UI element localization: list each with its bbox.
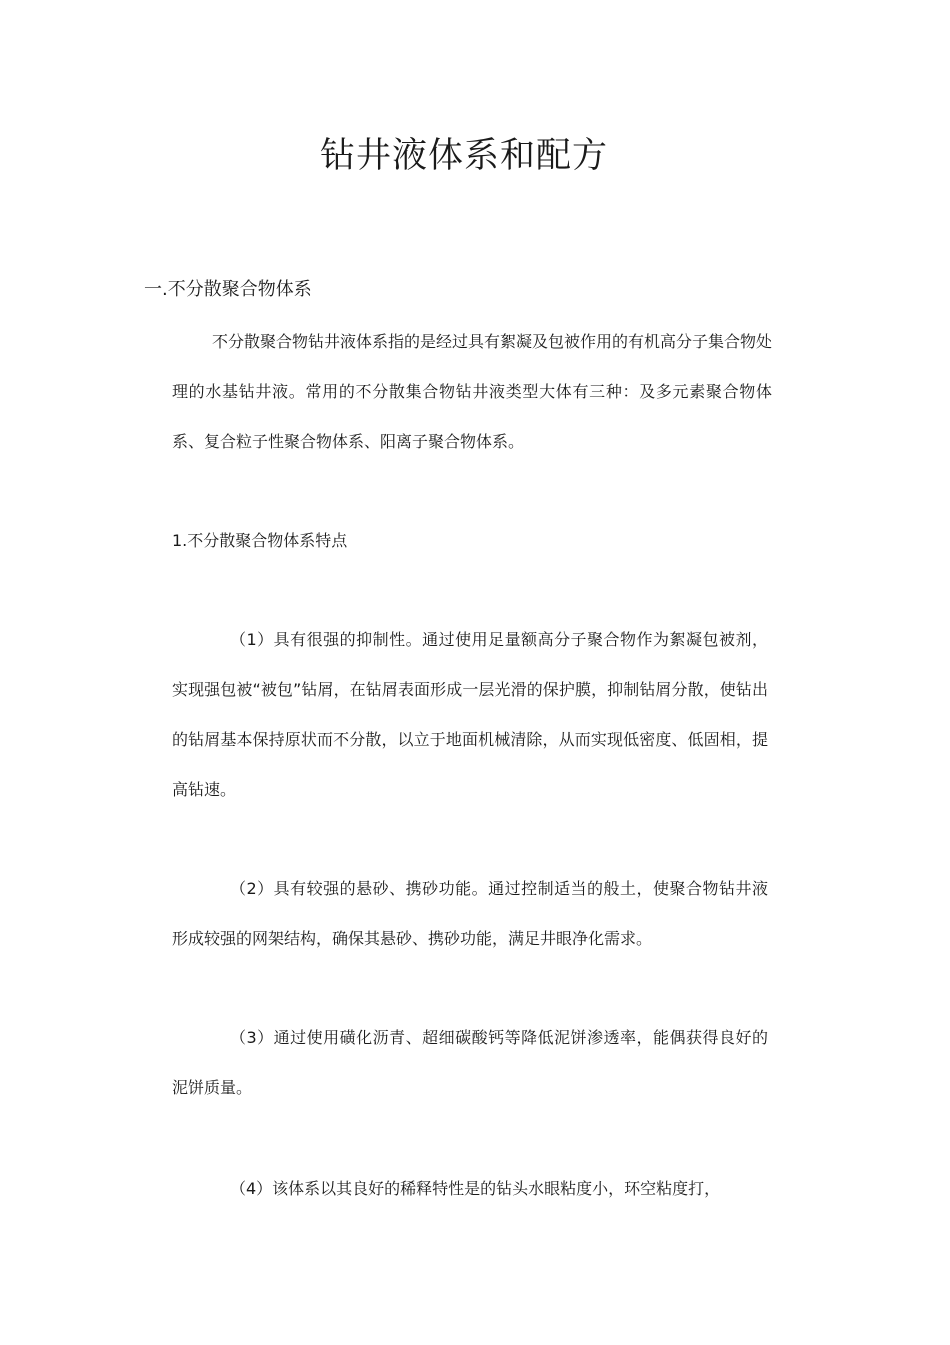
feature-item-4: （4）该体系以其良好的稀释特性是的钻头水眼粘度小，环空粘度打， bbox=[230, 1179, 721, 1198]
feature-item-1: （1）具有很强的抑制性。通过使用足量额高分子聚合物作为絮凝包被剂，实现强包被“被包”钻屑，在钻屑表面形成一层光滑的保护膜，抑制钻屑分散，使钻出的钻屑基本保持原状而不分散，以立于地面机械清除，从而实现低密度、低固相，提高钻速。 bbox=[172, 630, 768, 799]
feature-item-3: （3）通过使用磺化沥青、超细碳酸钙等降低泥饼渗透率，能偶获得良好的泥饼质量。 bbox=[172, 1028, 768, 1097]
document-title: 钻井液体系和配方 bbox=[319, 136, 608, 176]
section-heading: 一.不分散聚合物体系 bbox=[144, 279, 312, 300]
subsection-heading: 1.不分散聚合物体系特点 bbox=[172, 531, 348, 550]
feature-item-2: （2）具有较强的悬砂、携砂功能。通过控制适当的般土，使聚合物钻井液形成较强的网架结构，确保其悬砂、携砂功能，满足井眼净化需求。 bbox=[172, 879, 768, 948]
section-intro-paragraph: 不分散聚合物钻井液体系指的是经过具有絮凝及包被作用的有机高分子集合物处理的水基钻井液。常用的不分散集合物钻井液类型大体有三种：及多元素聚合物体系、复合粒子性聚合物体系、阳离子聚合物体系。 bbox=[172, 332, 773, 451]
